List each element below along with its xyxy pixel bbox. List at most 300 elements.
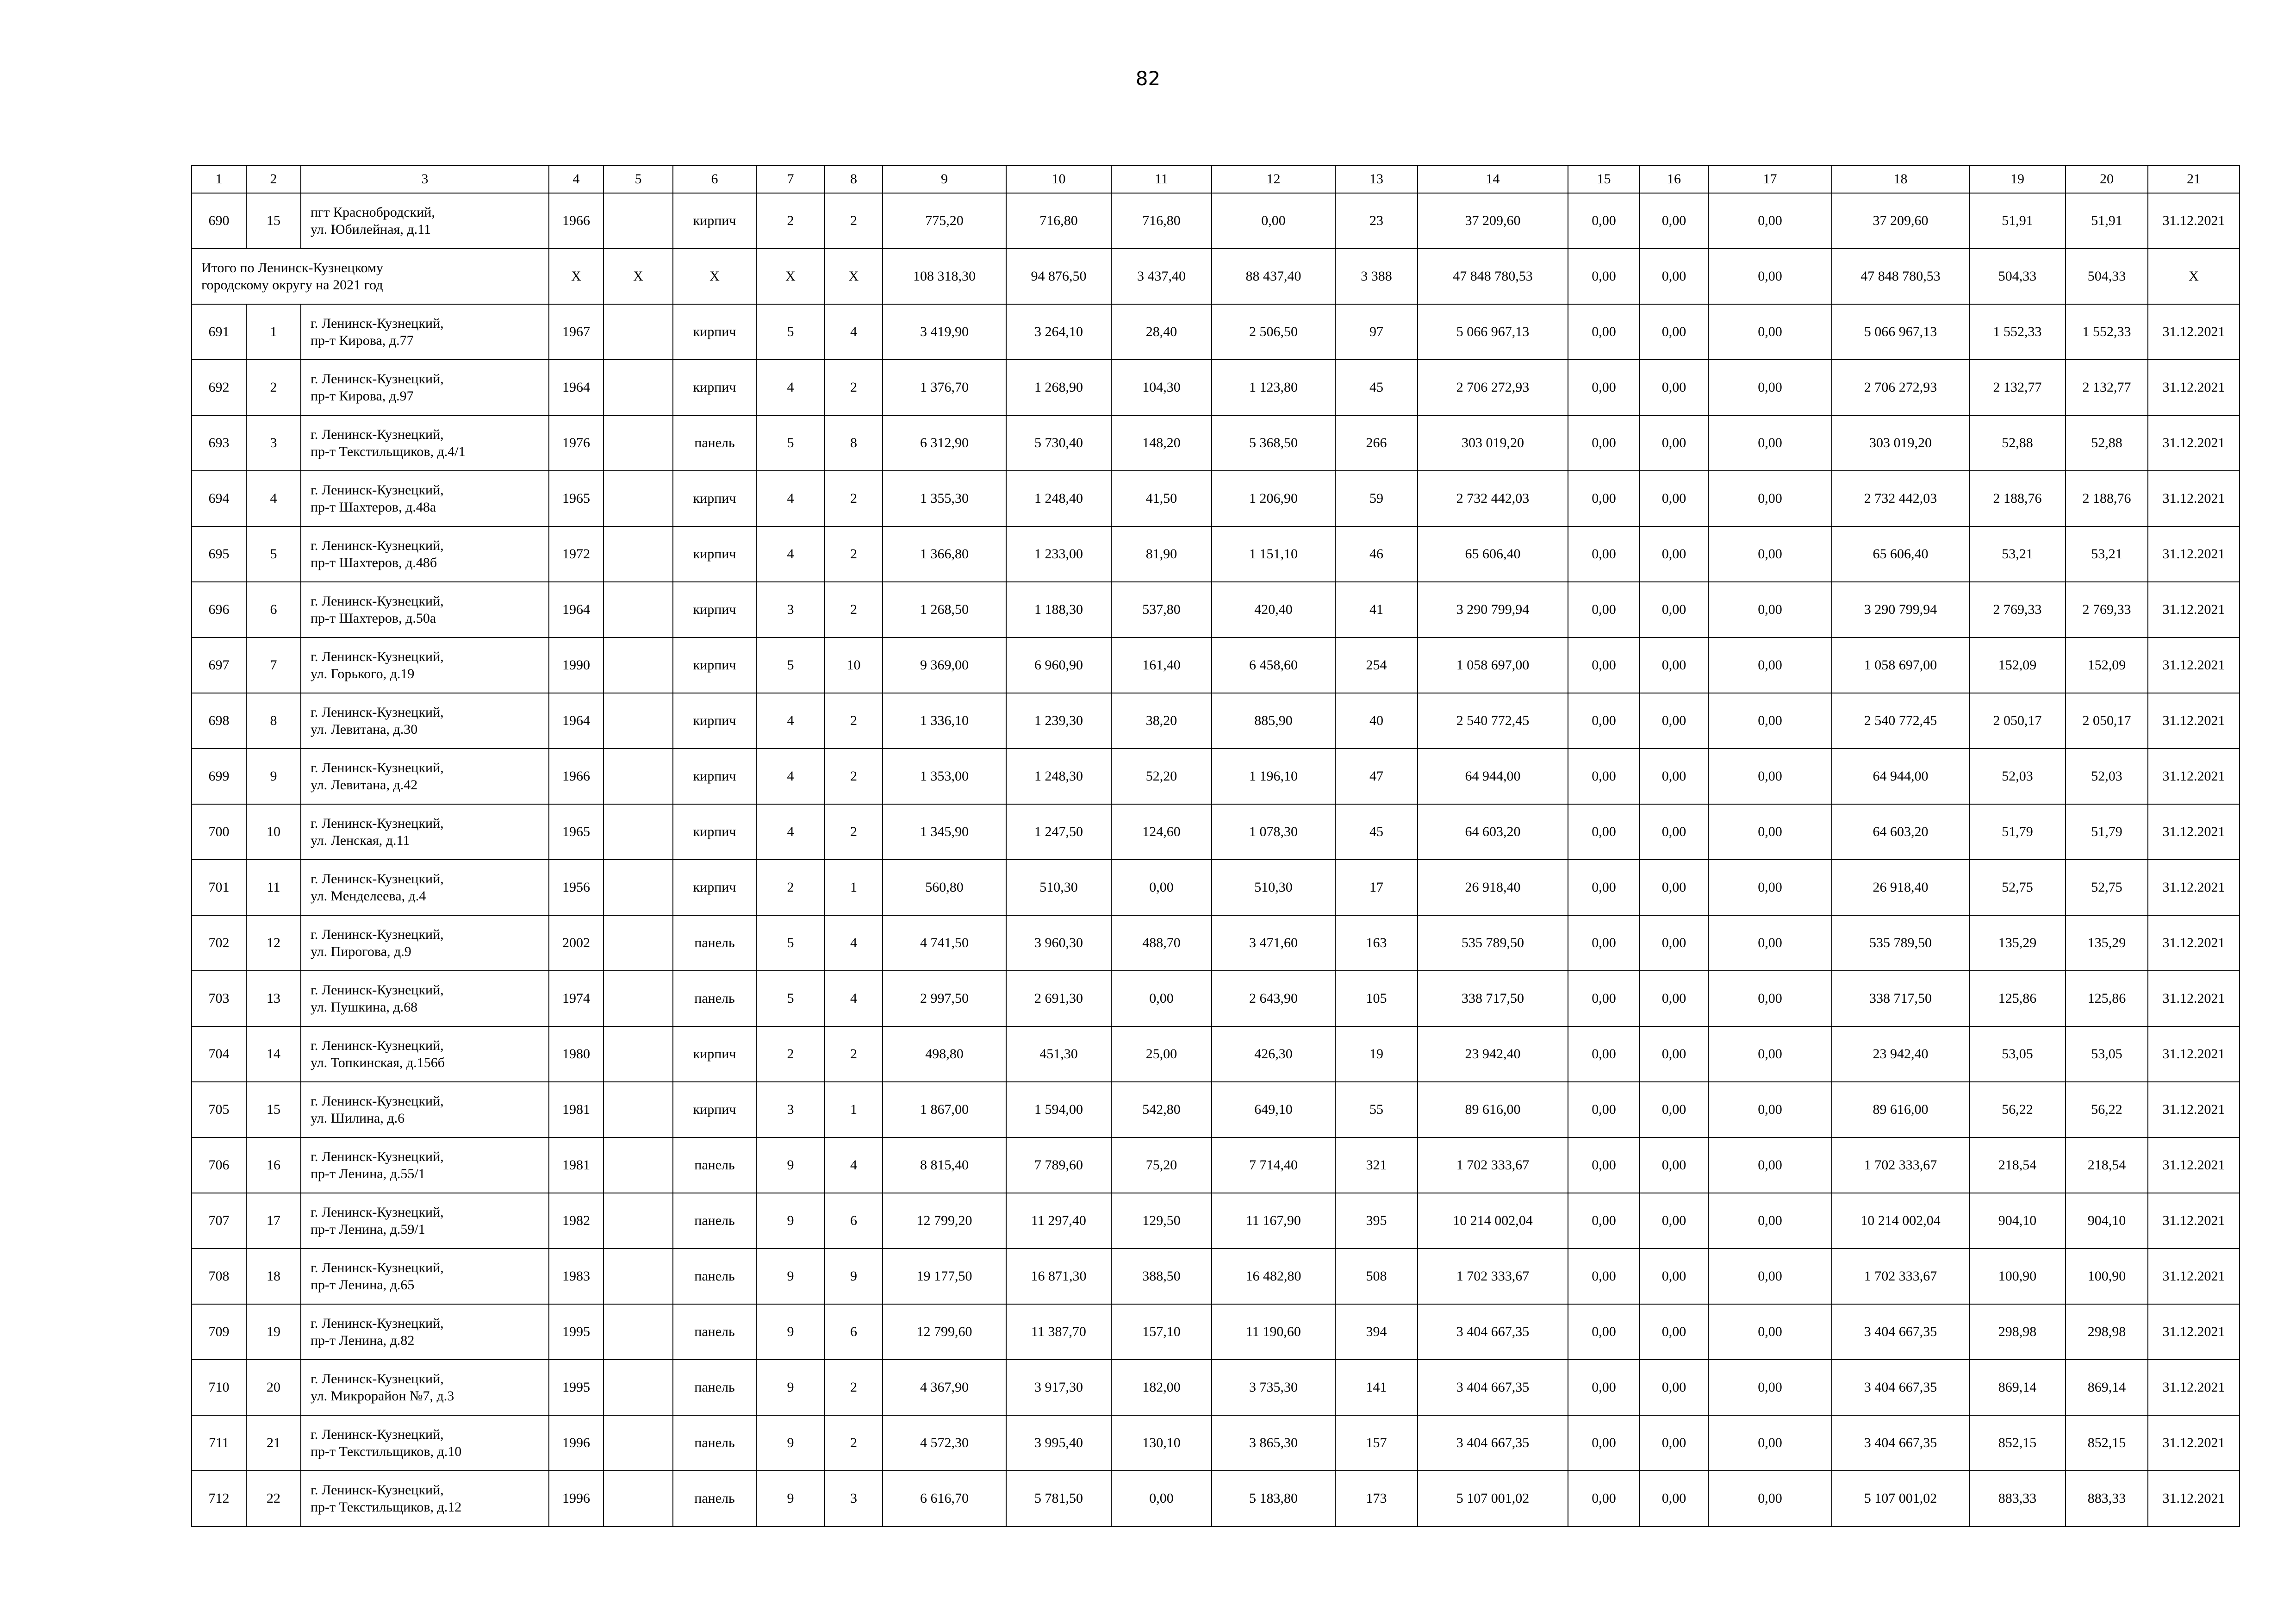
value-cell-col-13: 508 <box>1335 1249 1418 1304</box>
record-number-cell: 696 <box>192 582 246 637</box>
value-cell-col-11: 388,50 <box>1111 1249 1212 1304</box>
value-cell-col-7: 4 <box>756 360 825 415</box>
value-cell-col-15: 0,00 <box>1568 749 1640 804</box>
local-number-cell: 21 <box>246 1415 301 1471</box>
table-row <box>192 471 2240 526</box>
address-line-1: г. Ленинск-Кузнецкий, <box>311 815 444 831</box>
value-cell-col-11: 52,20 <box>1111 749 1212 804</box>
value-cell-col-19: 53,05 <box>1969 1026 2066 1082</box>
address-line-1: г. Ленинск-Кузнецкий, <box>311 1482 444 1498</box>
value-cell-col-5 <box>604 637 673 693</box>
value-cell-col-20: 298,98 <box>2066 1304 2148 1360</box>
address-line-2: ул. Ленская, д.11 <box>311 833 410 848</box>
value-cell-col-10: 1 594,00 <box>1006 1082 1111 1137</box>
address-line-1: г. Ленинск-Кузнецкий, <box>311 982 444 998</box>
address-line-1: г. Ленинск-Кузнецкий, <box>311 593 444 609</box>
value-cell-col-8: 6 <box>825 1304 883 1360</box>
value-cell-col-20: 100,90 <box>2066 1249 2148 1304</box>
value-cell-col-6: панель <box>673 1193 756 1249</box>
value-cell-col-13: 321 <box>1335 1137 1418 1193</box>
address-line-2: пр-т Шахтеров, д.48б <box>311 555 437 570</box>
value-cell-col-21: 31.12.2021 <box>2148 193 2240 249</box>
value-cell-col-8: 1 <box>825 1082 883 1137</box>
value-cell-col-14: 10 214 002,04 <box>1418 1193 1568 1249</box>
total-cell-col-18: 47 848 780,53 <box>1832 249 1969 304</box>
value-cell-col-8: 4 <box>825 971 883 1026</box>
value-cell-col-19: 52,03 <box>1969 749 2066 804</box>
value-cell-col-20: 56,22 <box>2066 1082 2148 1137</box>
value-cell-col-8: 2 <box>825 1360 883 1415</box>
value-cell-col-12: 2 506,50 <box>1212 304 1335 360</box>
value-cell-col-20: 152,09 <box>2066 637 2148 693</box>
value-cell-col-14: 65 606,40 <box>1418 526 1568 582</box>
value-cell-col-9: 6 616,70 <box>883 1471 1006 1526</box>
value-cell-col-5 <box>604 804 673 860</box>
value-cell-col-13: 17 <box>1335 860 1418 915</box>
value-cell-col-17: 0,00 <box>1708 1249 1832 1304</box>
value-cell-col-15: 0,00 <box>1568 471 1640 526</box>
value-cell-col-8: 4 <box>825 915 883 971</box>
table-row <box>192 860 2240 915</box>
value-cell-col-21: 31.12.2021 <box>2148 971 2240 1026</box>
address-line-2: ул. Левитана, д.30 <box>311 722 418 737</box>
record-number-cell: 705 <box>192 1082 246 1137</box>
value-cell-col-12: 16 482,80 <box>1212 1249 1335 1304</box>
value-cell-col-11: 104,30 <box>1111 360 1212 415</box>
value-cell-col-4: 1980 <box>549 1026 604 1082</box>
value-cell-col-11: 488,70 <box>1111 915 1212 971</box>
value-cell-col-4: 1976 <box>549 415 604 471</box>
value-cell-col-15: 0,00 <box>1568 971 1640 1026</box>
value-cell-col-21: 31.12.2021 <box>2148 749 2240 804</box>
value-cell-col-17: 0,00 <box>1708 860 1832 915</box>
total-cell-col-20: 504,33 <box>2066 249 2148 304</box>
value-cell-col-12: 3 865,30 <box>1212 1415 1335 1471</box>
value-cell-col-7: 9 <box>756 1415 825 1471</box>
value-cell-col-7: 3 <box>756 1082 825 1137</box>
value-cell-col-12: 7 714,40 <box>1212 1137 1335 1193</box>
address-line-1: г. Ленинск-Кузнецкий, <box>311 760 444 775</box>
address-line-2: пр-т Ленина, д.65 <box>311 1277 415 1293</box>
address-line-1: г. Ленинск-Кузнецкий, <box>311 649 444 664</box>
record-number-cell: 708 <box>192 1249 246 1304</box>
value-cell-col-16: 0,00 <box>1640 915 1708 971</box>
total-cell-col-19: 504,33 <box>1969 249 2066 304</box>
value-cell-col-17: 0,00 <box>1708 1082 1832 1137</box>
record-number-cell: 709 <box>192 1304 246 1360</box>
value-cell-col-10: 1 239,30 <box>1006 693 1111 749</box>
value-cell-col-12: 885,90 <box>1212 693 1335 749</box>
total-cell-col-14: 47 848 780,53 <box>1418 249 1568 304</box>
value-cell-col-11: 129,50 <box>1111 1193 1212 1249</box>
column-number-cell: 15 <box>1568 165 1640 193</box>
value-cell-col-18: 2 540 772,45 <box>1832 693 1969 749</box>
value-cell-col-6: панель <box>673 1137 756 1193</box>
value-cell-col-6: кирпич <box>673 804 756 860</box>
value-cell-col-13: 23 <box>1335 193 1418 249</box>
value-cell-col-6: кирпич <box>673 471 756 526</box>
value-cell-col-10: 7 789,60 <box>1006 1137 1111 1193</box>
table-row <box>192 1415 2240 1471</box>
value-cell-col-14: 1 702 333,67 <box>1418 1137 1568 1193</box>
value-cell-col-14: 26 918,40 <box>1418 860 1568 915</box>
value-cell-col-18: 2 732 442,03 <box>1832 471 1969 526</box>
value-cell-col-16: 0,00 <box>1640 804 1708 860</box>
value-cell-col-10: 1 248,40 <box>1006 471 1111 526</box>
value-cell-col-19: 52,75 <box>1969 860 2066 915</box>
local-number-cell: 13 <box>246 971 301 1026</box>
value-cell-col-21: 31.12.2021 <box>2148 693 2240 749</box>
value-cell-col-16: 0,00 <box>1640 1082 1708 1137</box>
value-cell-col-13: 45 <box>1335 360 1418 415</box>
record-number-cell: 710 <box>192 1360 246 1415</box>
value-cell-col-8: 2 <box>825 471 883 526</box>
value-cell-col-6: панель <box>673 415 756 471</box>
value-cell-col-6: панель <box>673 915 756 971</box>
address-cell <box>301 526 549 582</box>
local-number-cell: 1 <box>246 304 301 360</box>
local-number-cell: 7 <box>246 637 301 693</box>
record-number-cell: 704 <box>192 1026 246 1082</box>
value-cell-col-4: 1995 <box>549 1360 604 1415</box>
value-cell-col-14: 3 404 667,35 <box>1418 1304 1568 1360</box>
value-cell-col-4: 1996 <box>549 1415 604 1471</box>
value-cell-col-12: 0,00 <box>1212 193 1335 249</box>
value-cell-col-11: 0,00 <box>1111 860 1212 915</box>
value-cell-col-12: 1 206,90 <box>1212 471 1335 526</box>
value-cell-col-21: 31.12.2021 <box>2148 1471 2240 1526</box>
value-cell-col-9: 9 369,00 <box>883 637 1006 693</box>
value-cell-col-11: 537,80 <box>1111 582 1212 637</box>
value-cell-col-14: 5 066 967,13 <box>1418 304 1568 360</box>
value-cell-col-12: 11 190,60 <box>1212 1304 1335 1360</box>
value-cell-col-12: 426,30 <box>1212 1026 1335 1082</box>
value-cell-col-17: 0,00 <box>1708 749 1832 804</box>
total-cell-col-15: 0,00 <box>1568 249 1640 304</box>
value-cell-col-16: 0,00 <box>1640 360 1708 415</box>
value-cell-col-10: 5 781,50 <box>1006 1471 1111 1526</box>
value-cell-col-13: 47 <box>1335 749 1418 804</box>
address-line-2: пр-т Кирова, д.97 <box>311 388 414 404</box>
address-line-1: г. Ленинск-Кузнецкий, <box>311 1093 444 1109</box>
value-cell-col-15: 0,00 <box>1568 637 1640 693</box>
value-cell-col-10: 11 297,40 <box>1006 1193 1111 1249</box>
value-cell-col-16: 0,00 <box>1640 193 1708 249</box>
value-cell-col-21: 31.12.2021 <box>2148 1360 2240 1415</box>
value-cell-col-5 <box>604 1026 673 1082</box>
value-cell-col-5 <box>604 1193 673 1249</box>
value-cell-col-4: 1965 <box>549 471 604 526</box>
value-cell-col-21: 31.12.2021 <box>2148 304 2240 360</box>
value-cell-col-19: 2 050,17 <box>1969 693 2066 749</box>
column-number-cell: 7 <box>756 165 825 193</box>
value-cell-col-6: кирпич <box>673 860 756 915</box>
value-cell-col-17: 0,00 <box>1708 415 1832 471</box>
record-number-cell: 699 <box>192 749 246 804</box>
total-cell-col-21: Х <box>2148 249 2240 304</box>
record-number-cell: 692 <box>192 360 246 415</box>
value-cell-col-18: 3 404 667,35 <box>1832 1360 1969 1415</box>
address-cell <box>301 360 549 415</box>
value-cell-col-18: 64 944,00 <box>1832 749 1969 804</box>
value-cell-col-21: 31.12.2021 <box>2148 860 2240 915</box>
value-cell-col-10: 6 960,90 <box>1006 637 1111 693</box>
column-number-cell: 6 <box>673 165 756 193</box>
value-cell-col-17: 0,00 <box>1708 304 1832 360</box>
value-cell-col-10: 3 917,30 <box>1006 1360 1111 1415</box>
value-cell-col-4: 1982 <box>549 1193 604 1249</box>
address-line-2: ул. Топкинская, д.156б <box>311 1055 445 1070</box>
value-cell-col-21: 31.12.2021 <box>2148 360 2240 415</box>
value-cell-col-9: 2 997,50 <box>883 971 1006 1026</box>
value-cell-col-13: 163 <box>1335 915 1418 971</box>
table-row <box>192 693 2240 749</box>
column-number-cell: 5 <box>604 165 673 193</box>
address-cell <box>301 971 549 1026</box>
value-cell-col-6: кирпич <box>673 526 756 582</box>
value-cell-col-7: 5 <box>756 971 825 1026</box>
value-cell-col-21: 31.12.2021 <box>2148 471 2240 526</box>
value-cell-col-20: 51,79 <box>2066 804 2148 860</box>
address-line-1: г. Ленинск-Кузнецкий, <box>311 704 444 720</box>
total-cell-col-7: Х <box>756 249 825 304</box>
table-row <box>192 1193 2240 1249</box>
value-cell-col-4: 1964 <box>549 693 604 749</box>
value-cell-col-11: 157,10 <box>1111 1304 1212 1360</box>
record-number-cell: 698 <box>192 693 246 749</box>
value-cell-col-5 <box>604 1304 673 1360</box>
value-cell-col-19: 152,09 <box>1969 637 2066 693</box>
table-row <box>192 1360 2240 1415</box>
value-cell-col-7: 5 <box>756 915 825 971</box>
value-cell-col-19: 135,29 <box>1969 915 2066 971</box>
value-cell-col-9: 1 345,90 <box>883 804 1006 860</box>
value-cell-col-17: 0,00 <box>1708 1304 1832 1360</box>
value-cell-col-20: 53,05 <box>2066 1026 2148 1082</box>
value-cell-col-15: 0,00 <box>1568 915 1640 971</box>
address-line-2: ул. Менделеева, д.4 <box>311 888 426 904</box>
address-cell <box>301 1082 549 1137</box>
value-cell-col-12: 510,30 <box>1212 860 1335 915</box>
value-cell-col-10: 1 268,90 <box>1006 360 1111 415</box>
value-cell-col-11: 41,50 <box>1111 471 1212 526</box>
value-cell-col-10: 451,30 <box>1006 1026 1111 1082</box>
value-cell-col-8: 6 <box>825 1193 883 1249</box>
record-number-cell: 712 <box>192 1471 246 1526</box>
address-line-2: ул. Микрорайон №7, д.3 <box>311 1388 454 1404</box>
value-cell-col-9: 775,20 <box>883 193 1006 249</box>
value-cell-col-13: 157 <box>1335 1415 1418 1471</box>
address-line-2: пр-т Текстильщиков, д.4/1 <box>311 444 466 459</box>
value-cell-col-21: 31.12.2021 <box>2148 1415 2240 1471</box>
value-cell-col-6: кирпич <box>673 1026 756 1082</box>
value-cell-col-12: 420,40 <box>1212 582 1335 637</box>
value-cell-col-8: 10 <box>825 637 883 693</box>
value-cell-col-17: 0,00 <box>1708 1471 1832 1526</box>
address-cell <box>301 1360 549 1415</box>
value-cell-col-16: 0,00 <box>1640 415 1708 471</box>
value-cell-col-16: 0,00 <box>1640 1471 1708 1526</box>
value-cell-col-9: 1 268,50 <box>883 582 1006 637</box>
value-cell-col-19: 869,14 <box>1969 1360 2066 1415</box>
value-cell-col-5 <box>604 1415 673 1471</box>
address-line-1: г. Ленинск-Кузнецкий, <box>311 871 444 887</box>
record-number-cell: 694 <box>192 471 246 526</box>
value-cell-col-14: 535 789,50 <box>1418 915 1568 971</box>
record-number-cell: 700 <box>192 804 246 860</box>
value-cell-col-11: 75,20 <box>1111 1137 1212 1193</box>
value-cell-col-18: 2 706 272,93 <box>1832 360 1969 415</box>
column-number-cell: 17 <box>1708 165 1832 193</box>
total-cell-col-16: 0,00 <box>1640 249 1708 304</box>
value-cell-col-15: 0,00 <box>1568 1249 1640 1304</box>
value-cell-col-11: 38,20 <box>1111 693 1212 749</box>
value-cell-col-5 <box>604 1249 673 1304</box>
value-cell-col-9: 4 572,30 <box>883 1415 1006 1471</box>
address-cell <box>301 1193 549 1249</box>
value-cell-col-18: 5 066 967,13 <box>1832 304 1969 360</box>
value-cell-col-19: 1 552,33 <box>1969 304 2066 360</box>
table-row <box>192 360 2240 415</box>
value-cell-col-7: 4 <box>756 693 825 749</box>
value-cell-col-16: 0,00 <box>1640 637 1708 693</box>
value-cell-col-15: 0,00 <box>1568 415 1640 471</box>
value-cell-col-7: 2 <box>756 193 825 249</box>
address-line-1: г. Ленинск-Кузнецкий, <box>311 1426 444 1442</box>
address-line-2: пр-т Текстильщиков, д.10 <box>311 1444 462 1459</box>
value-cell-col-18: 64 603,20 <box>1832 804 1969 860</box>
address-line-2: пр-т Шахтеров, д.48а <box>311 500 436 515</box>
value-cell-col-6: кирпич <box>673 582 756 637</box>
value-cell-col-16: 0,00 <box>1640 471 1708 526</box>
value-cell-col-8: 2 <box>825 1415 883 1471</box>
value-cell-col-17: 0,00 <box>1708 471 1832 526</box>
value-cell-col-12: 3 735,30 <box>1212 1360 1335 1415</box>
value-cell-col-14: 2 732 442,03 <box>1418 471 1568 526</box>
value-cell-col-17: 0,00 <box>1708 1193 1832 1249</box>
record-number-cell: 702 <box>192 915 246 971</box>
value-cell-col-12: 1 151,10 <box>1212 526 1335 582</box>
table-row <box>192 526 2240 582</box>
value-cell-col-7: 4 <box>756 804 825 860</box>
record-number-cell: 706 <box>192 1137 246 1193</box>
value-cell-col-14: 89 616,00 <box>1418 1082 1568 1137</box>
value-cell-col-14: 1 702 333,67 <box>1418 1249 1568 1304</box>
value-cell-col-13: 266 <box>1335 415 1418 471</box>
address-cell <box>301 1471 549 1526</box>
value-cell-col-17: 0,00 <box>1708 526 1832 582</box>
value-cell-col-5 <box>604 526 673 582</box>
value-cell-col-15: 0,00 <box>1568 1193 1640 1249</box>
column-number-cell: 11 <box>1111 165 1212 193</box>
address-cell <box>301 749 549 804</box>
value-cell-col-11: 28,40 <box>1111 304 1212 360</box>
value-cell-col-18: 37 209,60 <box>1832 193 1969 249</box>
value-cell-col-14: 3 404 667,35 <box>1418 1415 1568 1471</box>
value-cell-col-17: 0,00 <box>1708 971 1832 1026</box>
value-cell-col-10: 5 730,40 <box>1006 415 1111 471</box>
value-cell-col-9: 4 741,50 <box>883 915 1006 971</box>
table-row <box>192 637 2240 693</box>
value-cell-col-10: 3 264,10 <box>1006 304 1111 360</box>
value-cell-col-16: 0,00 <box>1640 1249 1708 1304</box>
value-cell-col-17: 0,00 <box>1708 637 1832 693</box>
value-cell-col-18: 3 404 667,35 <box>1832 1304 1969 1360</box>
value-cell-col-19: 51,91 <box>1969 193 2066 249</box>
value-cell-col-12: 1 196,10 <box>1212 749 1335 804</box>
value-cell-col-4: 1995 <box>549 1304 604 1360</box>
value-cell-col-9: 498,80 <box>883 1026 1006 1082</box>
column-number-cell: 18 <box>1832 165 1969 193</box>
table-row <box>192 971 2240 1026</box>
address-cell <box>301 1026 549 1082</box>
value-cell-col-20: 135,29 <box>2066 915 2148 971</box>
column-number-cell: 19 <box>1969 165 2066 193</box>
value-cell-col-20: 2 050,17 <box>2066 693 2148 749</box>
value-cell-col-18: 65 606,40 <box>1832 526 1969 582</box>
value-cell-col-10: 1 248,30 <box>1006 749 1111 804</box>
value-cell-col-5 <box>604 360 673 415</box>
local-number-cell: 20 <box>246 1360 301 1415</box>
table-row <box>192 1471 2240 1526</box>
value-cell-col-15: 0,00 <box>1568 1360 1640 1415</box>
value-cell-col-19: 904,10 <box>1969 1193 2066 1249</box>
value-cell-col-4: 1974 <box>549 971 604 1026</box>
value-cell-col-15: 0,00 <box>1568 804 1640 860</box>
total-label-line-2: городскому округу на 2021 год <box>201 277 383 293</box>
value-cell-col-11: 182,00 <box>1111 1360 1212 1415</box>
address-line-1: г. Ленинск-Кузнецкий, <box>311 1315 444 1331</box>
column-number-cell: 4 <box>549 165 604 193</box>
value-cell-col-4: 1981 <box>549 1082 604 1137</box>
local-number-cell: 18 <box>246 1249 301 1304</box>
value-cell-col-20: 1 552,33 <box>2066 304 2148 360</box>
value-cell-col-16: 0,00 <box>1640 1415 1708 1471</box>
value-cell-col-5 <box>604 1471 673 1526</box>
value-cell-col-21: 31.12.2021 <box>2148 415 2240 471</box>
value-cell-col-5 <box>604 304 673 360</box>
value-cell-col-10: 716,80 <box>1006 193 1111 249</box>
value-cell-col-13: 19 <box>1335 1026 1418 1082</box>
value-cell-col-6: панель <box>673 1304 756 1360</box>
value-cell-col-4: 1990 <box>549 637 604 693</box>
value-cell-col-19: 56,22 <box>1969 1082 2066 1137</box>
value-cell-col-7: 9 <box>756 1304 825 1360</box>
value-cell-col-13: 59 <box>1335 471 1418 526</box>
value-cell-col-6: панель <box>673 971 756 1026</box>
table-row <box>192 915 2240 971</box>
value-cell-col-21: 31.12.2021 <box>2148 637 2240 693</box>
value-cell-col-19: 53,21 <box>1969 526 2066 582</box>
column-number-cell: 8 <box>825 165 883 193</box>
value-cell-col-7: 5 <box>756 415 825 471</box>
address-cell <box>301 193 549 249</box>
value-cell-col-6: кирпич <box>673 1082 756 1137</box>
value-cell-col-21: 31.12.2021 <box>2148 1304 2240 1360</box>
value-cell-col-12: 5 368,50 <box>1212 415 1335 471</box>
address-line-1: пгт Краснобродский, <box>311 204 435 220</box>
value-cell-col-7: 9 <box>756 1249 825 1304</box>
value-cell-col-11: 25,00 <box>1111 1026 1212 1082</box>
value-cell-col-13: 395 <box>1335 1193 1418 1249</box>
value-cell-col-21: 31.12.2021 <box>2148 804 2240 860</box>
value-cell-col-21: 31.12.2021 <box>2148 915 2240 971</box>
value-cell-col-19: 218,54 <box>1969 1137 2066 1193</box>
value-cell-col-5 <box>604 693 673 749</box>
value-cell-col-7: 2 <box>756 860 825 915</box>
value-cell-col-7: 9 <box>756 1471 825 1526</box>
value-cell-col-14: 3 290 799,94 <box>1418 582 1568 637</box>
